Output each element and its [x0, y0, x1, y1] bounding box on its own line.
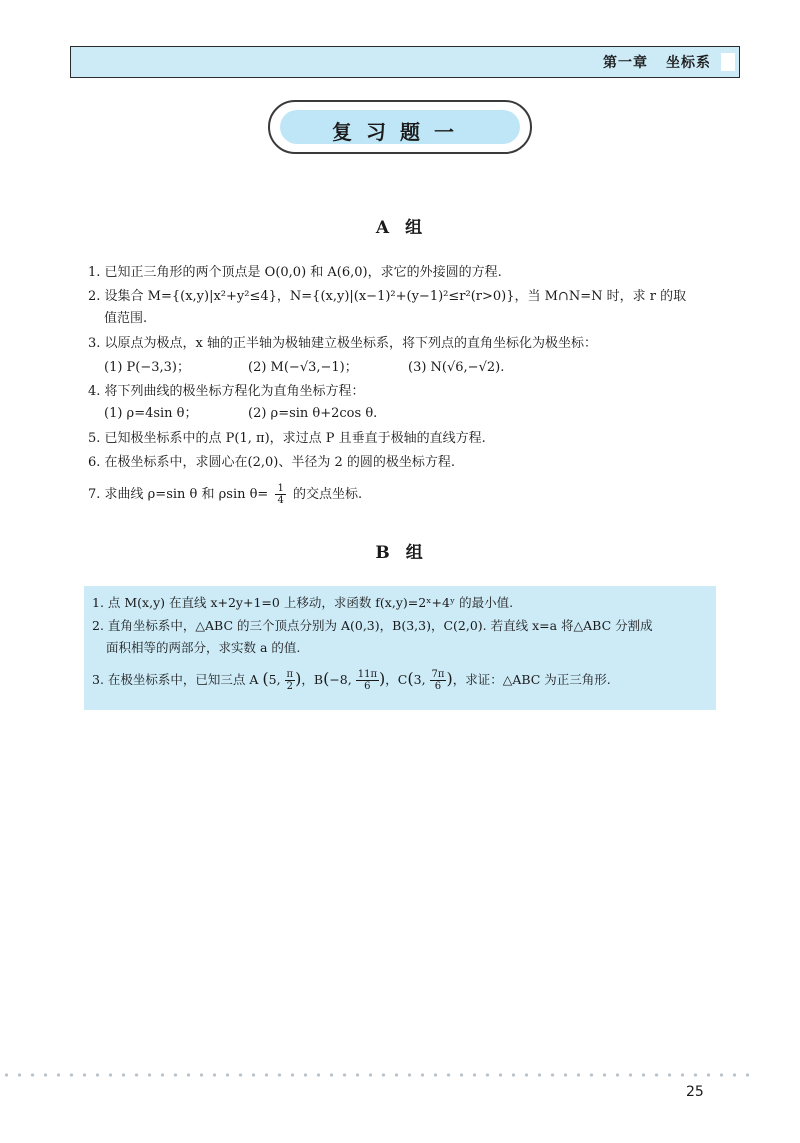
a-problem-2: 2. 设集合 M={(x,y)|x²+y²≤4}，N={(x,y)|(x−1)²+(y−1)²≤r²(r>0)}，当 M∩N=N 时，求 r 的取	[88, 289, 687, 304]
a-problem-2-cont: 值范围.	[104, 311, 148, 326]
point-c-r: 3	[413, 672, 422, 687]
a-problem-3-item-3: (3) N(√6,−√2).	[408, 360, 505, 375]
a-problem-7-fraction	[275, 483, 285, 506]
point-b-label: B	[313, 672, 324, 687]
footer-dotted-rule	[0, 1072, 750, 1078]
point-a-r: 5	[268, 672, 277, 687]
a-problem-3-item-1: (1) P(−3,3)；	[104, 360, 191, 375]
a-problem-4-item-2: (2) ρ=sin θ+2cos θ.	[248, 406, 378, 421]
b-problem-3-lead: 3. 在极坐标系中，已知三点 A	[92, 672, 259, 687]
a-problem-6: 6. 在极坐标系中，求圆心在(2,0)、半径为 2 的圆的极坐标方程.	[88, 455, 456, 470]
a-problem-4-item-1: (1) ρ=4sin θ；	[104, 406, 198, 421]
review-title: 复习题一	[332, 120, 468, 144]
group-b-panel	[84, 586, 716, 710]
point-b-angle	[356, 669, 379, 692]
group-a-letter: A	[375, 218, 392, 238]
a-problem-3-item-2: (2) M(−√3,−1)；	[248, 360, 358, 375]
point-b-r: −8	[329, 672, 348, 687]
point-b-angle-den: 6	[364, 681, 371, 692]
point-c-angle-num: 7π	[431, 669, 445, 680]
chapter-label: 第一章	[603, 55, 648, 71]
group-a-suffix: 组	[405, 218, 425, 238]
a-problem-1: 1. 已知正三角形的两个顶点是 O(0,0) 和 A(6,0)，求它的外接圆的方程.	[88, 265, 502, 280]
a-problem-5: 5. 已知极坐标系中的点 P(1, π)，求过点 P 且垂直于极轴的直线方程.	[88, 431, 486, 446]
review-title-frame	[268, 100, 532, 154]
a-problem-4: 4. 将下列曲线的极坐标方程化为直角坐标方程：	[88, 384, 365, 399]
page-number: 25	[686, 1084, 704, 1100]
b-problem-1: 1. 点 M(x,y) 在直线 x+2y+1=0 上移动，求函数 f(x,y)=2ˣ+4ʸ 的最小值.	[92, 595, 514, 610]
a-problem-7-lead: 7. 求曲线 ρ=sin θ 和 ρsin θ=	[88, 487, 269, 502]
b-problem-2: 2. 直角坐标系中，△ABC 的三个顶点分别为 A(0,3)，B(3,3)，C(2,0). 若直线 x=a 将△ABC 分割成	[92, 618, 653, 633]
chapter-header-text	[603, 52, 711, 72]
b-problem-2-cont: 面积相等的两部分，求实数 a 的值.	[106, 640, 301, 655]
point-c-label: C	[397, 672, 408, 687]
group-b-suffix: 组	[405, 543, 425, 563]
a-problem-3: 3. 以原点为极点，x 轴的正半轴为极轴建立极坐标系，将下列点的直角坐标化为极坐标：	[88, 336, 598, 351]
point-b-angle-num: 11π	[357, 669, 378, 680]
fraction-denominator: 4	[277, 495, 284, 506]
a-problem-7-tail: 的交点坐标.	[292, 487, 363, 502]
group-a-heading	[0, 213, 800, 238]
chapter-header-bar	[70, 46, 740, 78]
point-a-angle-den: 2	[286, 681, 294, 692]
a-problem-7	[88, 483, 728, 506]
point-a-angle	[285, 669, 296, 692]
group-b-letter: B	[375, 543, 392, 563]
group-b-heading	[0, 538, 800, 563]
review-title-inner	[280, 110, 520, 144]
point-c-angle	[430, 669, 447, 692]
chapter-topic: 坐标系	[666, 55, 711, 71]
b-problem-3-tail: ，求证：△ABC 为正三角形.	[452, 672, 611, 687]
b-problem-3: 3. 在极坐标系中，已知三点 A (5, $\frac{\pi}{2}$ )，B(−8, $\frac{11\pi}{6}$ )，C(3, $\frac{7\pi}{6}$ )，求证：△ABC 为正三角形.	[92, 669, 611, 692]
fraction-numerator: 1	[277, 483, 284, 494]
point-c-angle-den: 6	[434, 681, 442, 692]
header-corner-box	[721, 53, 735, 71]
point-a-angle-num: π	[286, 669, 294, 680]
